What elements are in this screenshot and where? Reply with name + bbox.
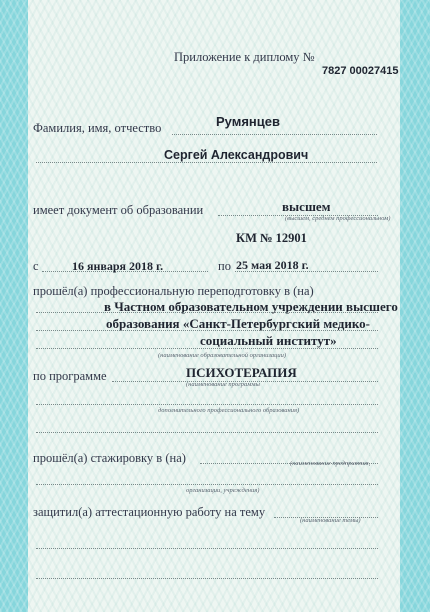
org-line-3: социальный институт» <box>200 333 337 348</box>
program-line-2 <box>36 404 378 405</box>
to-label: по <box>218 259 231 273</box>
org-line-1: в Частном образовательном учреждении высшего <box>104 299 398 314</box>
education-label: имеет документ об образовании <box>33 203 204 217</box>
diploma-number: 7827 00027415 <box>322 65 399 77</box>
fio-line <box>172 134 377 135</box>
program-label: по программе <box>33 369 107 383</box>
internship-hint-2: организации, учреждения) <box>186 487 260 494</box>
from-date: 16 января 2018 г. <box>72 259 164 273</box>
internship-label: прошёл(а) стажировку в (на) <box>33 451 186 465</box>
thesis-line-2 <box>36 548 378 549</box>
name-line <box>36 162 377 163</box>
fio-label: Фамилия, имя, отчество <box>33 121 162 135</box>
org-line-3-rule <box>36 348 378 349</box>
appendix-label: Приложение к диплому № <box>174 50 315 64</box>
from-label: с <box>33 259 39 273</box>
name-patronymic: Сергей Александрович <box>164 148 309 162</box>
org-line-2-rule <box>36 330 378 331</box>
surname: Румянцев <box>216 114 280 129</box>
right-security-band <box>400 0 430 612</box>
education-level-hint: (высшем, среднем профессиональном) <box>285 215 391 222</box>
thesis-hint: (наименование темы) <box>300 517 361 524</box>
document-number: КМ № 12901 <box>236 231 307 245</box>
org-hint: (наименование образовательной организации) <box>158 352 287 359</box>
internship-hint-1: (наименование предприятия, <box>290 460 371 467</box>
education-level: высшем <box>282 199 331 214</box>
org-line-1-rule <box>36 312 378 313</box>
to-date: 25 мая 2018 г. <box>236 258 309 272</box>
program-org-hint: дополнительного профессионального образования) <box>158 407 300 414</box>
org-line-2: образования «Санкт-Петербургский медико- <box>106 316 370 331</box>
program-name-hint: (наименование программы <box>186 381 260 388</box>
thesis-line-3 <box>36 578 378 579</box>
left-security-band <box>0 0 28 612</box>
program-name: ПСИХОТЕРАПИЯ <box>186 365 297 380</box>
blank-line <box>36 432 378 433</box>
retraining-label: прошёл(а) профессиональную переподготовку в (на) <box>33 284 314 298</box>
internship-line-2 <box>36 484 378 485</box>
thesis-label: защитил(а) аттестационную работу на тему <box>33 505 266 519</box>
